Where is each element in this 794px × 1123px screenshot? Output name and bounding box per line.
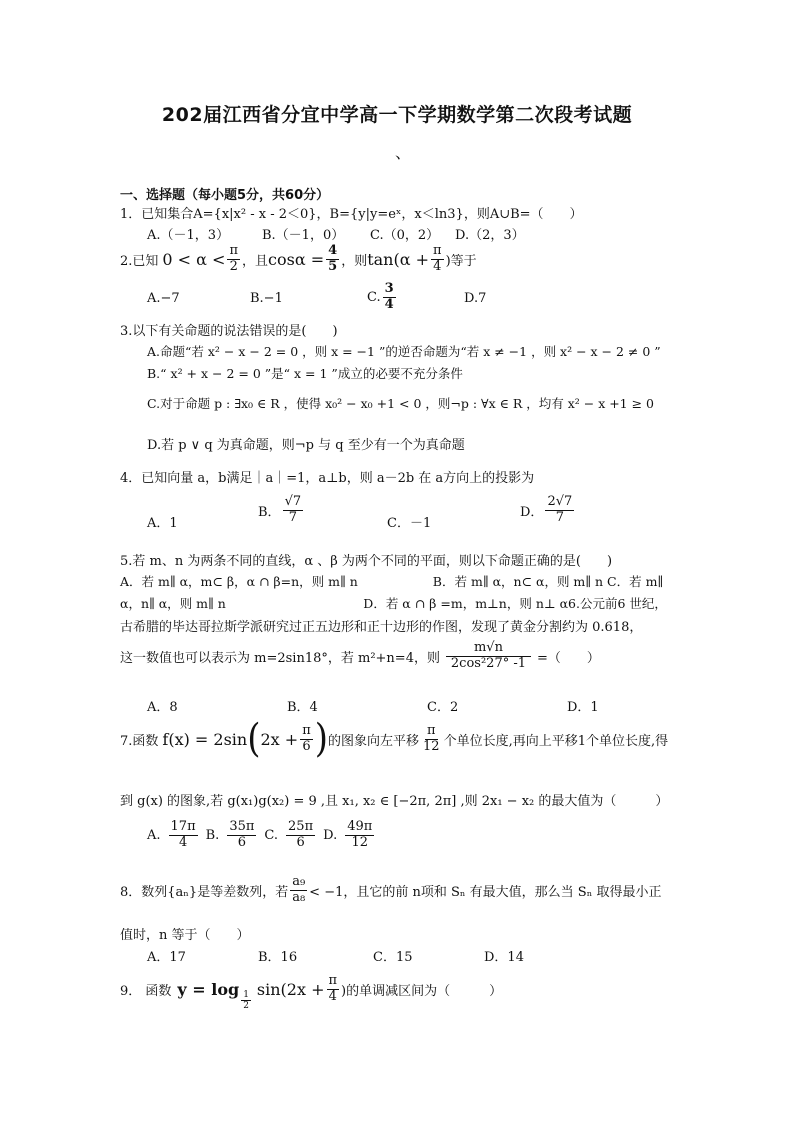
q2-mid: ，且	[242, 253, 269, 269]
page-title: 202届江西省分宜中学高一下学期数学第二次段考试题	[161, 104, 633, 126]
question-1: 1．已知集合A={x|x² - x - 2＜0}，B={y|y=eˣ，x＜ln3}，则A∪B=（ ）	[120, 207, 583, 222]
q7-mid: 的图象向左平移	[328, 733, 420, 749]
q4-d-den: 7	[555, 509, 564, 525]
q7-frac-pi-12	[421, 724, 442, 755]
title-mark: 、	[395, 143, 412, 162]
q9-num: π	[328, 973, 338, 989]
q4-option-c: C．－1	[387, 516, 432, 531]
q7-frac2-den: 12	[423, 738, 440, 754]
q1-option-a: A.（－1，3）	[147, 228, 230, 243]
q7-b-num: 35π	[229, 819, 255, 834]
q6-num: m√n	[446, 641, 531, 657]
q3-option-a: A.命题“若 x² − x − 2 = 0 ，则 x = −1 ”的逆否命题为“若 x ≠ −1 ，则 x² − x − 2 ≠ 0 ”	[147, 344, 661, 359]
q2-frac3-num: π	[433, 243, 442, 258]
q7-a-den: 4	[178, 834, 188, 850]
q8-lead: 8．数列{aₙ}是等差数列，若	[120, 884, 289, 900]
q2-frac-4-5	[326, 244, 339, 275]
q4-d-num: 2√7	[547, 494, 573, 509]
q3-option-b: B.“ x² + x − 2 = 0 ”是“ x = 1 ”成立的必要不充分条件	[147, 366, 463, 381]
q9-base-num: 1	[243, 990, 249, 1000]
q4-option-a: A．1	[147, 516, 178, 531]
q5-line-3: α，n∥ α，则 m∥ n D．若 α ∩ β =m，m⊥n，则 n⊥ α6.公元前6 世纪，	[120, 596, 667, 611]
q4-b-frac	[283, 495, 304, 526]
q6-tail: =（ ）	[536, 650, 600, 666]
q4-b-num: √7	[284, 494, 302, 509]
question-8	[120, 875, 661, 906]
q9-frac	[327, 974, 340, 1005]
q2-frac-pi-2	[227, 244, 240, 275]
q1-option-c: C.（0，2）	[370, 228, 440, 243]
question-5: 5.若 m、n 为两条不同的直线，α 、β 为两个不同的平面，则以下命题正确的是( )	[120, 554, 613, 569]
q8-option-a: A．17	[147, 950, 186, 965]
q2-option-d: D.7	[464, 291, 487, 306]
question-3: 3.以下有关命题的说法错误的是( )	[120, 324, 338, 339]
q2-frac3-den: 4	[433, 258, 442, 274]
q7-lead: 7.函数	[120, 733, 159, 749]
q6-den: 2cos²27° -1	[450, 655, 527, 671]
q2-tail: )等于	[445, 253, 477, 269]
q8-line-2: 值时，n 等于（ ）	[120, 928, 250, 943]
q2-frac2-num: 4	[328, 243, 338, 258]
q9-den: 4	[328, 989, 337, 1005]
q6-option-d: D．1	[567, 700, 599, 715]
q7-b-den: 6	[237, 834, 246, 850]
q9-lead: 9． 函数	[120, 984, 172, 1000]
q2-lead: 2.已知	[120, 253, 159, 269]
q7-d-lead: D.	[323, 827, 338, 843]
q7-c-num: 25π	[288, 819, 314, 834]
question-7	[120, 716, 669, 762]
q2-frac2-den: 5	[328, 258, 338, 274]
q7-a-num: 17π	[170, 819, 196, 834]
q8-frac	[290, 875, 307, 906]
q6-frac	[446, 641, 531, 672]
q3-option-c: C.对于命题 p : ∃x₀ ∈ R ，使得 x₀² − x₀ +1 < 0 ，则¬p : ∀x ∈ R ，均有 x² − x +1 ≥ 0	[147, 396, 655, 411]
q7-line-2: 到 g(x) 的图象,若 g(x₁)g(x₂) = 9 ,且 x₁, x₂ ∈ [−2π, 2π] ,则 2x₁ − x₂ 的最大值为（ ）	[120, 794, 669, 809]
q2-frac-pi-4	[431, 244, 444, 275]
q6-line-1: 古希腊的毕达哥拉斯学派研究过正五边形和正十边形的作图，发现了黄金分割约为 0.618，	[120, 620, 643, 635]
q2-frac-den: 2	[229, 258, 238, 274]
section-heading: 一、选择题（每小题5分，共60分）	[120, 188, 330, 203]
q7-options	[147, 820, 382, 851]
q7-b-lead: B.	[205, 827, 220, 843]
q7-c-lead: C.	[264, 827, 279, 843]
q7-left-paren-icon: (	[247, 716, 261, 762]
q7-inner: 2x +	[260, 729, 299, 749]
q7-right-paren-icon: )	[314, 716, 329, 762]
q2-c-frac	[383, 282, 396, 313]
q9-base-den: 2	[243, 1001, 249, 1012]
q7-d-frac	[345, 820, 374, 851]
q2-c-den: 4	[384, 296, 394, 312]
question-4: 4．已知向量 a，b满足｜a｜=1，a⊥b，则 a－2b 在 a方向上的投影为	[120, 471, 535, 486]
q2-then: ，则	[341, 253, 368, 269]
q7-d-den: 12	[351, 834, 369, 850]
q2-frac-num: π	[229, 243, 239, 258]
q1-option-d: D.（2，3）	[455, 228, 525, 243]
q6-line-2: 这一数值也可以表示为 m=2sin18°，若 m²+n=4，则	[120, 650, 440, 666]
q9-log-base	[241, 990, 251, 1012]
q9-y: y = log	[177, 980, 240, 1000]
q7-c-frac	[286, 820, 315, 851]
q6-option-a: A．8	[147, 700, 178, 715]
q7-b-frac	[227, 820, 256, 851]
q2-option-c	[367, 282, 398, 313]
q4-b-lead: B．	[258, 504, 281, 520]
q8-option-b: B．16	[258, 950, 298, 965]
q7-frac-num: π	[302, 722, 311, 738]
q6-option-b: B．4	[287, 700, 318, 715]
q7-frac-den: 6	[302, 738, 311, 754]
q7-frac2-num: π	[427, 722, 436, 738]
q2-tan: tan(α +	[367, 249, 430, 269]
q4-option-b	[258, 495, 305, 526]
q2-option-b: B.−1	[250, 291, 283, 306]
q9-sin: sin(2x +	[256, 980, 325, 1000]
q2-c-lead: C.	[367, 289, 381, 305]
q4-d-frac	[545, 495, 574, 526]
q7-frac-pi-6	[300, 724, 313, 755]
q7-c-den: 6	[296, 834, 305, 850]
q2-cos: cosα =	[268, 249, 325, 269]
q9-tail: )的单调减区间为（ ）	[341, 984, 503, 1000]
q5-line-2: A．若 m∥ α，m⊂ β，α ∩ β=n，则 m∥ n B．若 m∥ α，n⊂ α，则 m∥ n C．若 m∥	[120, 574, 664, 589]
q4-b-den: 7	[288, 509, 297, 525]
question-6	[120, 641, 600, 672]
q2-c-num: 3	[384, 281, 394, 296]
q8-tail: < −1，且它的前 n项和 Sₙ 有最大值，那么当 Sₙ 取得最小正	[309, 884, 662, 900]
question-2	[120, 244, 477, 275]
q4-d-lead: D．	[520, 504, 544, 520]
q7-tail: 个单位长度,再向上平移1个单位长度,得	[443, 733, 669, 749]
q8-option-c: C．15	[373, 950, 413, 965]
q8-option-d: D．14	[484, 950, 524, 965]
q2-option-a: A.−7	[147, 291, 180, 306]
q8-num: a₉	[292, 874, 306, 889]
q7-f: f(x) = 2sin	[162, 729, 248, 749]
q2-condition: 0 < α <	[162, 249, 226, 269]
q4-option-d	[520, 495, 576, 526]
q1-option-b: B.（－1，0）	[262, 228, 345, 243]
question-9	[120, 968, 502, 1012]
q7-d-num: 49π	[347, 819, 373, 834]
q7-a-frac	[169, 820, 198, 851]
q6-option-c: C．2	[427, 700, 459, 715]
q3-option-d: D.若 p ∨ q 为真命题，则¬p 与 q 至少有一个为真命题	[147, 438, 465, 453]
q8-den: a₈	[292, 889, 306, 905]
q7-a-lead: A.	[147, 827, 161, 843]
